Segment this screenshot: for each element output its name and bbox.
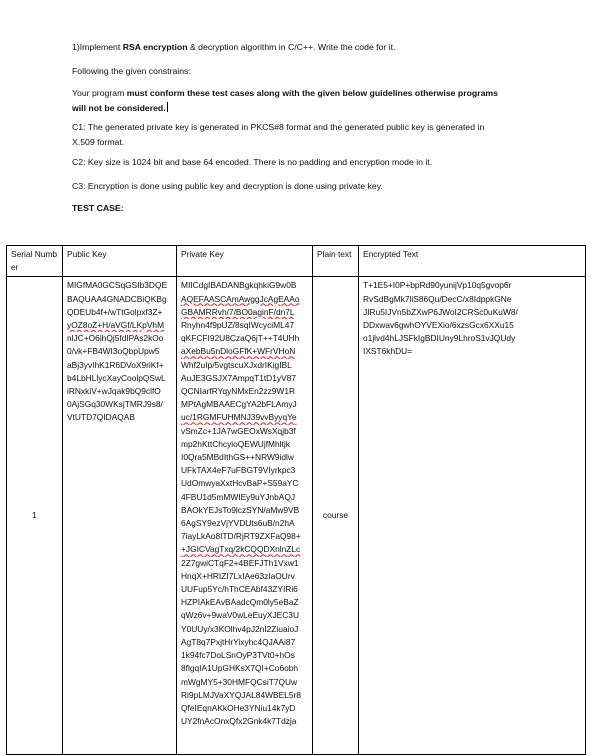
public-key-line: iRNxkiV+wJqak9bQ9clfO bbox=[67, 386, 161, 397]
private-key-line: BAOkYEJsTo9lczSYN/aMw9VB bbox=[181, 504, 300, 515]
private-key-line: mp2hKttChcyioQEWUjfMhltjk bbox=[181, 438, 290, 449]
public-key-line: MIGfMA0GCSqGSIb3DQE bbox=[67, 280, 168, 291]
private-key-line: AQEFAASCAmAwggJcAgEAAo bbox=[181, 293, 300, 304]
header-serial-number: Serial Number bbox=[7, 246, 63, 277]
private-key-line: GBAMRRvh/7/BO0aginF/dn7L bbox=[181, 306, 295, 317]
constraint-c3-text: C3: Encryption is done using public key and decryption is done using private key. bbox=[72, 181, 383, 191]
public-key-line: yOZ8oZ+H/aVGf/LKpVhM bbox=[67, 320, 165, 331]
private-key-line: qWz6v+9waV0wLeEuyXJEC3U bbox=[181, 610, 300, 621]
constraint-c3 bbox=[72, 179, 512, 194]
constraint-c2 bbox=[72, 155, 512, 170]
private-key-line: uc/1RGMFUHMNJ39vvByyqYe bbox=[181, 412, 297, 423]
question-bold-rsa: RSA encryption bbox=[122, 42, 188, 52]
private-key-line: 6AgSY9ezVjYVDUts6uB/n2hA bbox=[181, 518, 295, 529]
cell-encrypted-text bbox=[359, 277, 586, 755]
private-key-line: 4FBU1d5mMWIEy9uYJnbAQJ bbox=[181, 491, 296, 502]
public-key-line: BAQUAA4GNADCBiQKBg bbox=[67, 293, 167, 304]
private-key-line: UUFup5Yc/hThCEAbf43ZYIRi6 bbox=[181, 584, 298, 595]
test-case-table bbox=[6, 245, 586, 755]
header-public-key: Public Key bbox=[63, 246, 177, 277]
encrypted-text-line: T+1E5+I0P+bpRd90yunijVp10q5gvop6r bbox=[363, 280, 512, 291]
header-plain-text: Plain text bbox=[313, 246, 359, 277]
public-key-line: b4LbHLlycXayCoolpQSwL bbox=[67, 372, 166, 383]
private-key-line: I0Qra5MBdIthGS++NRW9idlw bbox=[181, 452, 294, 463]
table-row bbox=[7, 277, 586, 755]
private-key-line: 2Z7gwiCTqF2+4BEFJTh1Vxw1 bbox=[181, 557, 299, 568]
conform-prefix: Your program bbox=[72, 88, 127, 98]
private-key-line: MIICdgIBADANBgkqhkiG9w0B bbox=[181, 280, 297, 291]
private-key-line: AgT8q7PxjtHrYixyhc4QJAAi87 bbox=[181, 636, 296, 647]
private-key-line: AuJE3GSJX7AmpqT1tD1yV87 bbox=[181, 372, 296, 383]
text-cursor bbox=[167, 102, 168, 112]
question-rest-text: & decryption algorithm in C/C++. Write the code for it. bbox=[187, 42, 396, 52]
question-line-1 bbox=[72, 40, 512, 55]
private-key-line: vSmZc+1JA7wGEOxWsXqjb3f bbox=[181, 425, 296, 436]
encrypted-text-line: o1jlvd4hLJSFkIgBDIUny9LhroS1vJQUdy bbox=[363, 333, 516, 344]
public-key-line: QDEUb4f+/wTtGolpxf3Z+ bbox=[67, 306, 163, 317]
cell-public-key bbox=[63, 277, 177, 755]
private-key-line: 1k94fc7DoLSnOyP3TVt0+hOs bbox=[181, 650, 295, 661]
encrypted-text-line: RvSdBgMk7liS86Qu/DecC/x8IdppkGNe bbox=[363, 293, 512, 304]
header-private-key: Private Key bbox=[177, 246, 313, 277]
private-key-line: aXebBu5nDloGFfK+WFrVHoN bbox=[181, 346, 296, 357]
private-key-line: Rnyhn4f9pUZ/8sqIWcyciML47 bbox=[181, 320, 295, 331]
header-encrypted-text: Encrypted Text bbox=[359, 246, 586, 277]
public-key-line: VtUTD7QIDAQAB bbox=[67, 412, 135, 423]
private-key-line: MPtAgMBAAECgYA2bFLAmyJ bbox=[181, 399, 297, 410]
private-key-line: QfeIEqnAKkOHe3YNiu14k7yD bbox=[181, 702, 296, 713]
constraints-intro-text: Following the given constrains: bbox=[72, 66, 191, 76]
private-key-line: Whf2uIp/5vgtscuXJxdrIKigIBL bbox=[181, 359, 292, 370]
private-key-line: HZPIAkEAvBAadcQm0ly5eBaZ bbox=[181, 597, 299, 608]
test-case-heading bbox=[72, 201, 512, 216]
private-key-line: qKFCFI92U8CzaQ6jT++T4UHh bbox=[181, 333, 300, 344]
question-intro-text: 1)Implement bbox=[72, 42, 123, 52]
constraint-c1-text: C1: The generated private key is generated in PKCS#8 format and the generated public key is generated in X.509 format. bbox=[72, 122, 485, 147]
cell-serial: 1 bbox=[7, 277, 63, 755]
conform-paragraph bbox=[72, 86, 502, 116]
public-key-line: 0AjSGq30WKsjTMRJ9s8/ bbox=[67, 399, 163, 410]
encrypted-text-line: DDxwav6gwhOYVEXio/6xzsGcx6XXu15 bbox=[363, 320, 514, 331]
cell-plain-text: course bbox=[313, 277, 359, 755]
private-key-line: UFkTAX4eF7uFBGT9VIyrkpc3 bbox=[181, 465, 296, 476]
private-key-line: QCNIarfRYqyNMxEn2zz9W1R bbox=[181, 386, 296, 397]
private-key-line: Y0UUy/x3KOlhv4pJ2nI2ZiuaioJ bbox=[181, 623, 299, 634]
private-key-line: Ri9pLMJVaXYQJAL84WBEL5r8 bbox=[181, 689, 301, 700]
private-key-line: HnqX+HRIZI7LxIAe63zIaOUrv bbox=[181, 570, 295, 581]
test-case-label: TEST CASE: bbox=[72, 203, 124, 213]
constraint-c2-text: C2: Key size is 1024 bit and base 64 encoded. There is no padding and encryption mode in it. bbox=[72, 157, 433, 167]
conform-bold-text: must conform these test cases along with the given below guidelines otherwise programs will not be considered. bbox=[72, 88, 498, 113]
private-key-line: UdOmwyaXxtHcvBaP+S59aYC bbox=[181, 478, 299, 489]
private-key-line: UY2fnAcOnxQfx2Gnk4k7Tdzja bbox=[181, 716, 297, 727]
table-header-row bbox=[7, 246, 586, 277]
cell-private-key bbox=[177, 277, 313, 755]
private-key-line: mWgMY5+30HMFQCsiT7QUw bbox=[181, 676, 298, 687]
public-key-line: aBj3yvIhK1R6DVoX9riKf+ bbox=[67, 359, 164, 370]
private-key-line: +JGICVagTxq/2kCQQDXnlnZLc bbox=[181, 544, 301, 555]
public-key-line: nlJC+O6ihQj5fdIPAs2kOo bbox=[67, 333, 164, 344]
constraints-intro bbox=[72, 64, 512, 79]
private-key-line: 8flgqIA1UpGHKsX7QI+Co6obh bbox=[181, 663, 299, 674]
encrypted-text-line: IXST6khDU= bbox=[363, 346, 413, 357]
public-key-line: 0/vk+FB4WI3oQbpUpw5 bbox=[67, 346, 160, 357]
private-key-line: 7iayLkAo8ITD/RjRT9ZXFaQ98+ bbox=[181, 531, 301, 542]
encrypted-text-line: JIRu5IJVn5bZXwP6JWoI2CRSc0uKuW8/ bbox=[363, 306, 518, 317]
constraint-c1 bbox=[72, 120, 502, 150]
